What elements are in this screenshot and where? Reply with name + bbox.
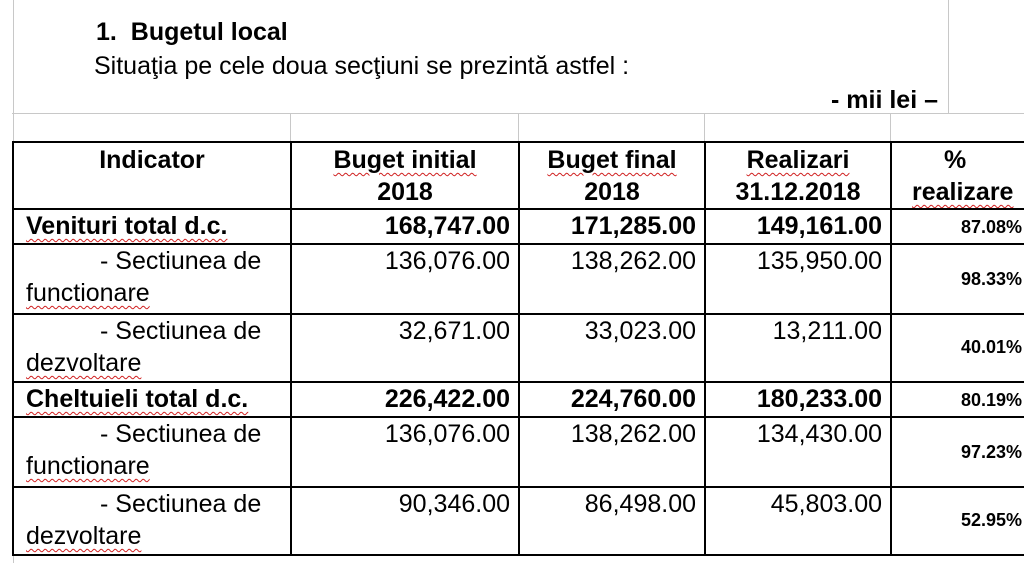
initial-budget-cell: 32,671.00 [291, 314, 519, 382]
percent-cell: 40.01% [891, 314, 1024, 382]
row-label: Venituri total d.c. [13, 209, 291, 244]
percent-cell: 87.08% [891, 209, 1024, 244]
percent-cell: 80.19% [891, 382, 1024, 417]
final-budget-cell: 171,285.00 [519, 209, 705, 244]
realized-cell: 134,430.00 [705, 417, 891, 487]
initial-budget-cell: 136,076.00 [291, 417, 519, 487]
realized-cell: 180,233.00 [705, 382, 891, 417]
row-label: - Sectiunea de dezvoltare [13, 314, 291, 382]
section-intro: Situaţia pe cele doua secţiuni se prezintă astfel : [94, 52, 630, 80]
final-budget-cell: 138,262.00 [519, 244, 705, 314]
section-number: 1. [96, 18, 117, 46]
section-title: Bugetul local [130, 18, 288, 46]
header-realized: Realizari 31.12.2018 [705, 142, 891, 209]
row-label: - Sectiunea de functionare [13, 417, 291, 487]
realized-cell: 45,803.00 [705, 487, 891, 555]
gridline [890, 113, 891, 141]
final-budget-cell: 86,498.00 [519, 487, 705, 555]
gridline [948, 0, 949, 113]
initial-budget-cell: 168,747.00 [291, 209, 519, 244]
initial-budget-cell: 90,346.00 [291, 487, 519, 555]
table-row [13, 382, 1024, 417]
table-header-row [13, 142, 1024, 209]
gridline [290, 113, 291, 141]
gridline [704, 113, 705, 141]
section-heading [96, 16, 288, 48]
table-row [13, 487, 1024, 555]
final-budget-cell: 138,262.00 [519, 417, 705, 487]
realized-cell: 13,211.00 [705, 314, 891, 382]
table-row [13, 209, 1024, 244]
unit-label: - mii lei – [831, 86, 938, 114]
realized-cell: 135,950.00 [705, 244, 891, 314]
budget-table [12, 141, 1024, 556]
header-indicator: Indicator [13, 142, 291, 209]
percent-cell: 98.33% [891, 244, 1024, 314]
header-initial-budget: Buget initial 2018 [291, 142, 519, 209]
header-percent: % realizare [891, 142, 1024, 209]
percent-cell: 97.23% [891, 417, 1024, 487]
table-row [13, 314, 1024, 382]
table-row [13, 417, 1024, 487]
row-label: - Sectiunea de functionare [13, 244, 291, 314]
realized-cell: 149,161.00 [705, 209, 891, 244]
row-label: - Sectiunea de dezvoltare [13, 487, 291, 555]
initial-budget-cell: 136,076.00 [291, 244, 519, 314]
table-row [13, 244, 1024, 314]
gridline [518, 113, 519, 141]
final-budget-cell: 224,760.00 [519, 382, 705, 417]
initial-budget-cell: 226,422.00 [291, 382, 519, 417]
header-final-budget: Buget final 2018 [519, 142, 705, 209]
final-budget-cell: 33,023.00 [519, 314, 705, 382]
percent-cell: 52.95% [891, 487, 1024, 555]
row-label: Cheltuieli total d.c. [13, 382, 291, 417]
